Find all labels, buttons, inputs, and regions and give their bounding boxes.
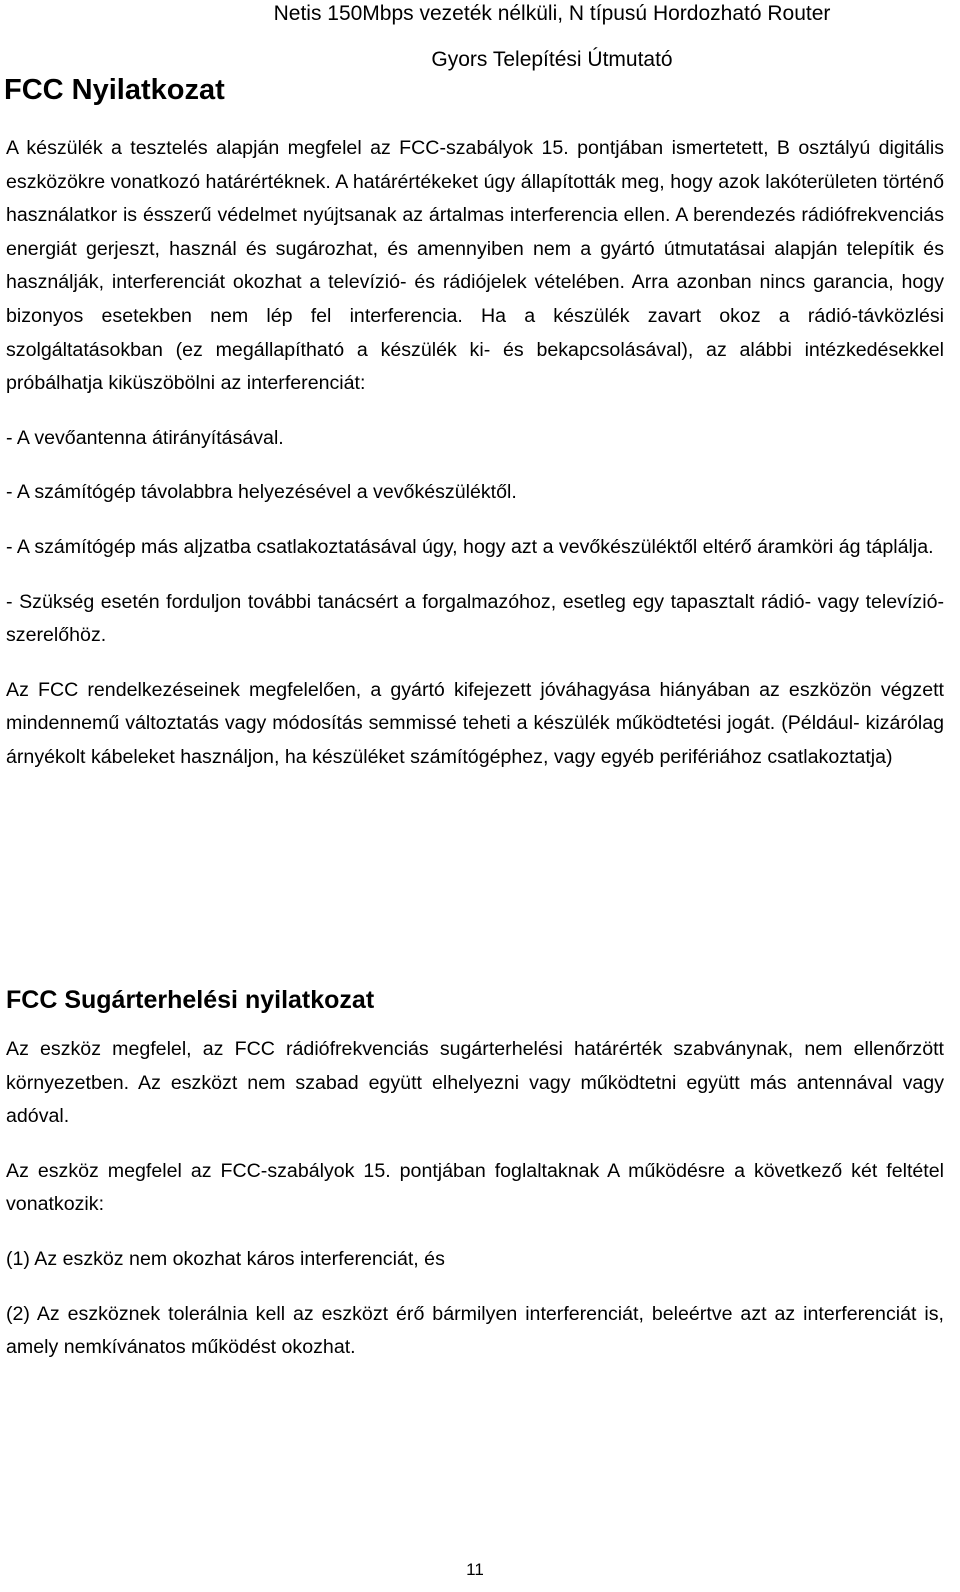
fcc-measure-item: - Szükség esetén forduljon további tanácsért a forgalmazóhoz, esetleg egy tapasztalt rádió- vagy televízió-szerelőhöz. (6, 590, 944, 647)
fcc-paragraph-intro: A készülék a tesztelés alapján megfelel az FCC-szabályok 15. pontjában ismertetett, B osztályú digitális eszközökre vonatkozó határértéknek. A határértékeket úgy állapították meg, hogy azok lakóterületen történő használatkor is ésszerű védelmet nyújtsanak az ártalmas interferencia ellen. A berendezés rádiófrekvenciás energiát gerjeszt, használ és sugározhat, és amennyiben nem a gyártó útmutatásai alapján telepítik és használják, interferenciát okozhat a televízió- és rádiójelek vételében. Arra azonban nincs garancia, hogy bizonyos esetekben nem lép fel interferencia. Ha a készülék zavart okoz a rádió-távközlési szolgáltatásokban (ez megállapítható a készülék ki- és bekapcsolásával), az alábbi intézkedésekkel próbálhatja kiküszöbölni az interferenciát: (6, 137, 944, 395)
fcc-measure-item: - A számítógép más aljzatba csatlakoztatásával úgy, hogy azt a vevőkészüléktől eltérő áramköri ág táplálja. (6, 535, 934, 558)
fcc-measure-item: - A vevőantenna átirányításával. (6, 426, 284, 449)
radiation-paragraph: Az eszköz megfelel az FCC-szabályok 15. pontjában foglaltaknak A működésre a következő két feltétel vonatkozik: (6, 1159, 944, 1216)
fcc-statement-title: FCC Nyilatkozat (4, 74, 225, 106)
fcc-paragraph-modifications: Az FCC rendelkezéseinek megfelelően, a gyártó kifejezett jóváhagyása hiányában az eszközön végzett mindennemű változtatás vagy módosítás semmissé teheti a készülék működtetési jogát. (Például- kizárólag árnyékolt kábeleket használjon, ha készüléket számítógéphez, vagy egyéb perifériához csatlakoztatja) (6, 678, 944, 768)
radiation-condition-item: (1) Az eszköz nem okozhat káros interferenciát, és (6, 1247, 445, 1270)
fcc-statement-body (6, 132, 944, 775)
radiation-statement-body (6, 1033, 944, 1365)
page-number: 11 (466, 1560, 484, 1579)
radiation-statement-title: FCC Sugárterhelési nyilatkozat (6, 986, 375, 1014)
document-header-guide: Gyors Telepítési Útmutató (431, 48, 673, 71)
radiation-paragraph: Az eszköz megfelel, az FCC rádiófrekvenciás sugárterhelési határérték szabványnak, nem ellenőrzött környezetben. Az eszközt nem szabad együtt elhelyezni vagy működtetni együtt más antennával vagy adóval. (6, 1038, 944, 1128)
document-header-product: Netis 150Mbps vezeték nélküli, N típusú Hordozható Router (273, 2, 831, 25)
radiation-condition-item: (2) Az eszköznek tolerálnia kell az eszközt érő bármilyen interferenciát, beleértve azt az interferenciát is, amely nemkívánatos működést okozhat. (6, 1302, 944, 1359)
fcc-measure-item: - A számítógép távolabbra helyezésével a vevőkészüléktől. (6, 481, 517, 504)
